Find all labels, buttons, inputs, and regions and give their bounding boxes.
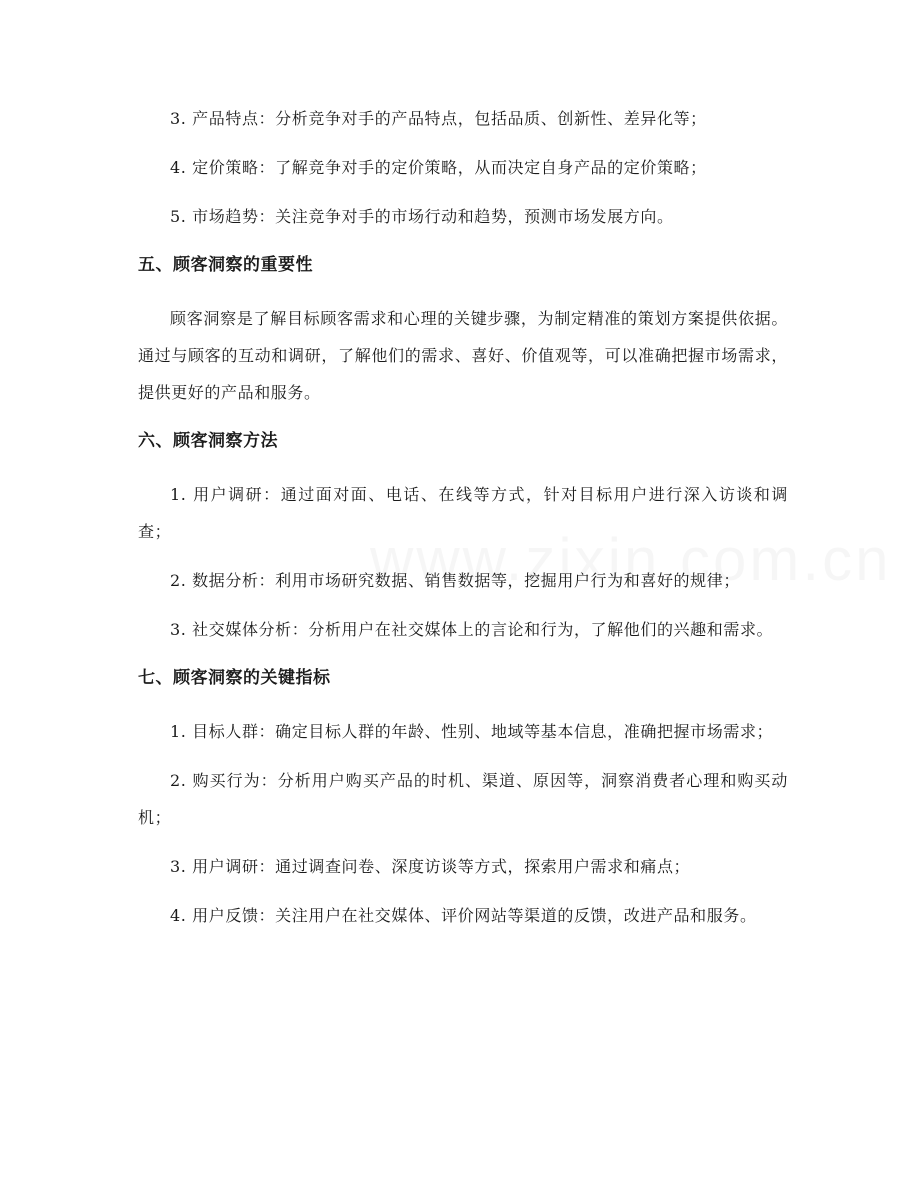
list-item: 3. 产品特点：分析竞争对手的产品特点，包括品质、创新性、差异化等；	[170, 109, 707, 128]
list-item: 3. 社交媒体分析：分析用户在社交媒体上的言论和行为，了解他们的兴趣和需求。	[170, 620, 774, 639]
list-item: 3. 用户调研：通过调查问卷、深度访谈等方式，探索用户需求和痛点；	[170, 857, 691, 876]
section-heading: 七、顾客洞察的关键指标	[138, 668, 331, 688]
list-item: 5. 市场趋势：关注竞争对手的市场行动和趋势，预测市场发展方向。	[170, 207, 674, 226]
list-item: 2. 购买行为：分析用户购买产品的时机、渠道、原因等，洞察消费者心理和购买动机；	[138, 771, 788, 827]
section-heading: 六、顾客洞察方法	[138, 431, 278, 451]
list-item: 2. 数据分析：利用市场研究数据、销售数据等，挖掘用户行为和喜好的规律；	[170, 571, 740, 590]
list-item: 4. 定价策略：了解竞争对手的定价策略，从而决定自身产品的定价策略；	[170, 158, 707, 177]
list-item: 4. 用户反馈：关注用户在社交媒体、评价网站等渠道的反馈，改进产品和服务。	[170, 906, 757, 925]
document-body	[138, 100, 788, 946]
body-paragraph: 顾客洞察是了解目标顾客需求和心理的关键步骤，为制定精准的策划方案提供依据。通过与顾客的互动和调研，了解他们的需求、喜好、价值观等，可以准确把握市场需求，提供更好的产品和服务。	[138, 309, 788, 402]
list-item: 1. 用户调研：通过面对面、电话、在线等方式，针对目标用户进行深入访谈和调查；	[138, 485, 788, 541]
section-heading: 五、顾客洞察的重要性	[138, 255, 313, 275]
list-item: 1. 目标人群：确定目标人群的年龄、性别、地域等基本信息，准确把握市场需求；	[170, 722, 774, 741]
